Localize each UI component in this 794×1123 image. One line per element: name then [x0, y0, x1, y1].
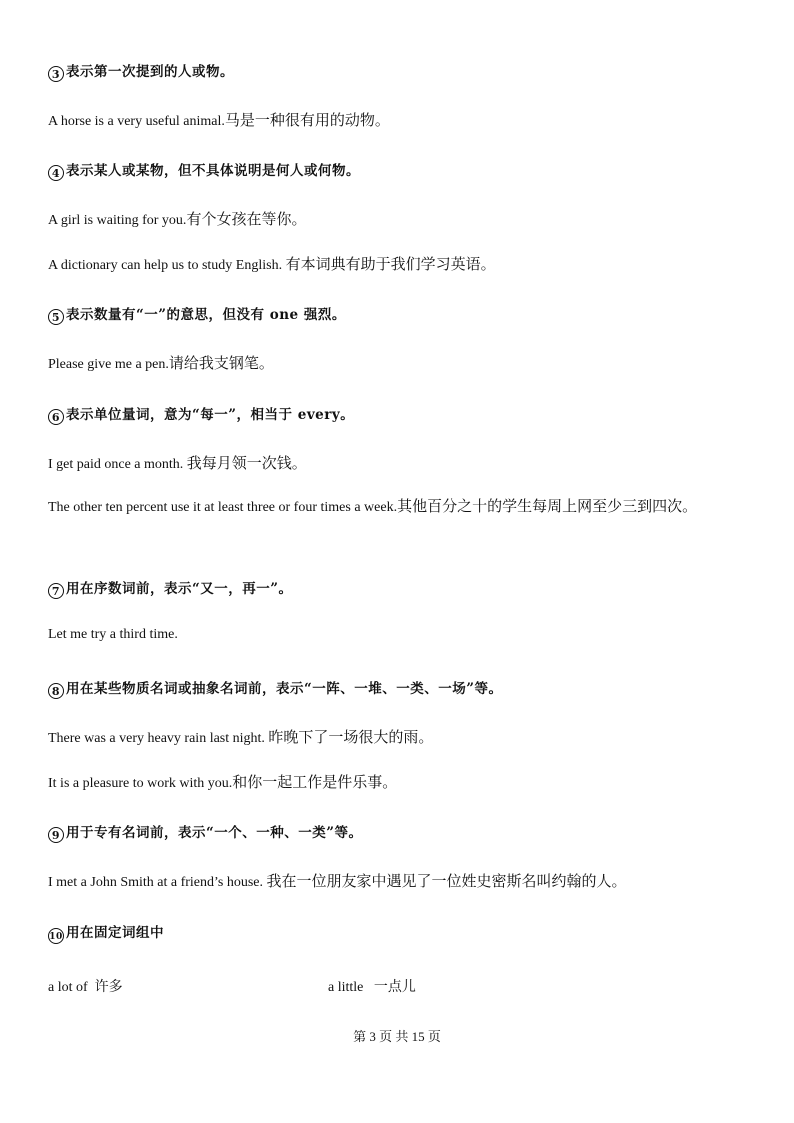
circled-number: 8 — [48, 683, 64, 699]
example-sentence — [48, 452, 307, 473]
heading-text: 表示单位量词，意为“每一”，相当于 every。 — [66, 407, 355, 423]
english-text: There was a very heavy rain last night. — [48, 731, 265, 746]
circled-number: 5 — [48, 309, 64, 325]
circled-number: 7 — [48, 583, 64, 599]
section-heading-7 — [48, 577, 293, 599]
fixed-phrase: a little 一点儿 — [328, 980, 416, 995]
example-sentence — [48, 491, 748, 523]
section-heading-3 — [48, 60, 234, 82]
english-text: A girl is waiting for you. — [48, 213, 187, 228]
example-sentence — [48, 208, 306, 229]
circled-number: 3 — [48, 66, 64, 82]
chinese-translation: 我在一位朋友家中遇见了一位姓史密斯名叫约翰的人。 — [266, 872, 627, 890]
chinese-translation: 和你一起工作是件乐事。 — [232, 773, 398, 791]
english-text: It is a pleasure to work with you. — [48, 776, 233, 791]
section-heading-8 — [48, 677, 503, 699]
heading-text: 表示某人或某物，但不具体说明是何人或何物。 — [66, 163, 360, 179]
chinese-translation: 请给我支钢笔。 — [168, 354, 274, 372]
circled-number: 4 — [48, 165, 64, 181]
english-text: The other ten percent use it at least three or four times a week. — [48, 500, 398, 515]
english-text: Let me try a third time. — [48, 627, 178, 642]
english-text: I met a John Smith at a friend’s house. — [48, 875, 264, 890]
section-heading-4 — [48, 159, 360, 181]
example-sentence — [48, 253, 496, 274]
english-text: A horse is a very useful animal. — [48, 114, 225, 129]
chinese-translation: 昨晚下了一场很大的雨。 — [268, 728, 434, 746]
example-sentence — [48, 771, 397, 792]
chinese-translation: 有个女孩在等你。 — [186, 210, 307, 228]
example-sentence — [48, 726, 433, 747]
heading-text: 表示第一次提到的人或物。 — [66, 64, 234, 80]
chinese-translation: 我每月领一次钱。 — [186, 454, 307, 472]
example-sentence — [48, 109, 390, 130]
chinese-translation: 其他百分之十的学生每周上网至少三到四次。 — [397, 497, 698, 515]
heading-text: 用在固定词组中 — [66, 925, 164, 941]
circled-number: 9 — [48, 827, 64, 843]
chinese-translation: 有本词典有助于我们学习英语。 — [285, 255, 496, 273]
section-heading-9 — [48, 821, 363, 843]
example-sentence — [48, 352, 274, 373]
heading-text: 表示数量有“一”的意思，但没有 one 强烈。 — [66, 307, 346, 323]
section-heading-6 — [48, 403, 354, 425]
english-text: I get paid once a month. — [48, 457, 184, 472]
chinese-translation: 马是一种很有用的动物。 — [224, 111, 390, 129]
heading-text: 用在序数词前，表示“又一，再一”。 — [66, 581, 293, 597]
example-sentence — [48, 870, 627, 891]
section-heading-5 — [48, 303, 346, 325]
section-heading-10 — [48, 921, 164, 944]
english-text: A dictionary can help us to study English. — [48, 258, 283, 273]
fixed-phrase: a lot of 许多 — [48, 980, 123, 995]
circled-number: 6 — [48, 409, 64, 425]
example-sentence — [48, 627, 178, 643]
circled-number: 10 — [48, 928, 64, 944]
page-footer: 第 3 页 共 15 页 — [353, 1029, 441, 1044]
english-text: Please give me a pen. — [48, 357, 169, 372]
heading-text: 用在某些物质名词或抽象名词前，表示“一阵、一堆、一类、一场”等。 — [66, 681, 503, 697]
heading-text: 用于专有名词前，表示“一个、一种、一类”等。 — [66, 825, 363, 841]
